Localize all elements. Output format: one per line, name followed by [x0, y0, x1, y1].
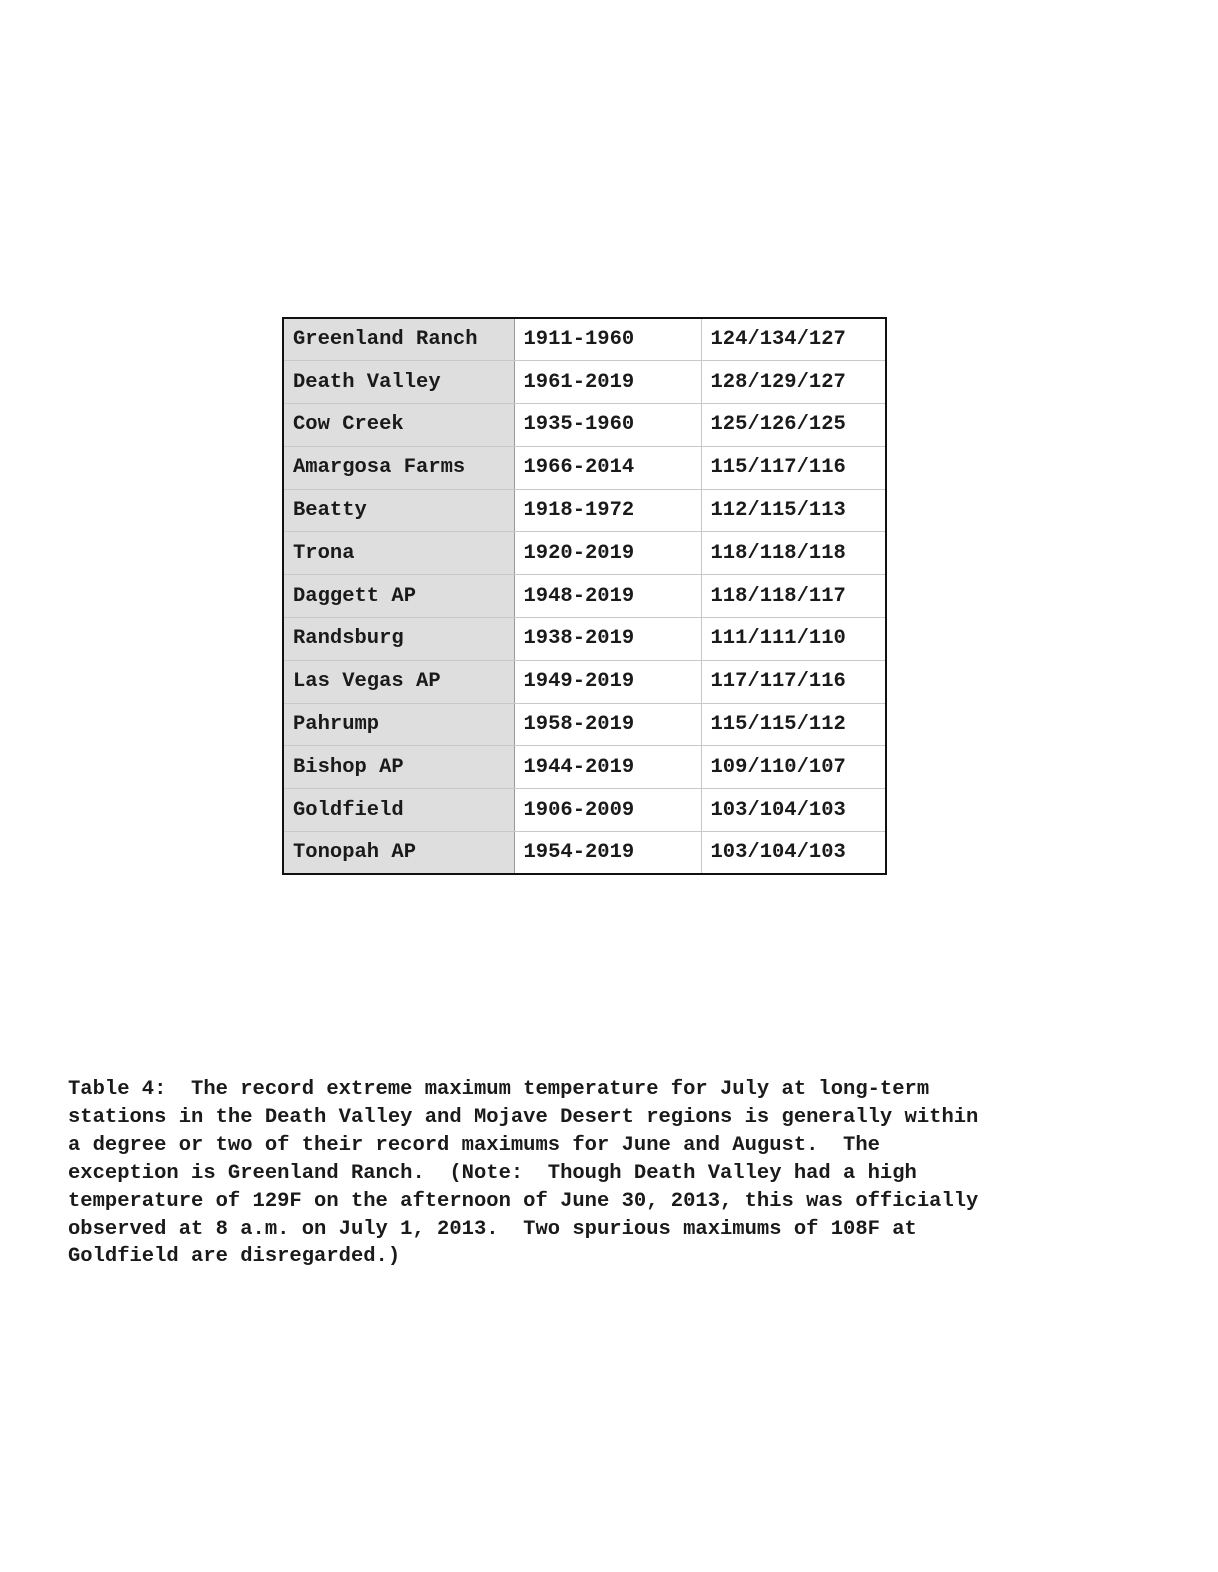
station-name-cell: Amargosa Farms [283, 446, 514, 489]
record-period-cell: 1949-2019 [514, 660, 701, 703]
station-name-cell: Death Valley [283, 361, 514, 404]
caption-line: a degree or two of their record maximums for June and August. The [68, 1133, 880, 1157]
station-records-table [282, 317, 887, 875]
table-row [283, 832, 886, 875]
station-name-cell: Cow Creek [283, 404, 514, 447]
record-period-cell: 1918-1972 [514, 489, 701, 532]
table-row [283, 660, 886, 703]
max-temps-cell: 103/104/103 [710, 841, 846, 865]
table-row [283, 446, 886, 489]
station-records-body [283, 318, 886, 874]
max-temps-cell: 103/104/103 [701, 789, 886, 832]
table-row [283, 318, 886, 361]
table-row [283, 575, 886, 618]
table-row [283, 404, 886, 447]
table-row [283, 746, 886, 789]
record-period-cell: 1961-2019 [514, 361, 701, 404]
station-name-cell: Bishop AP [283, 746, 514, 789]
record-period-cell: 1944-2019 [514, 746, 701, 789]
station-name-cell: Randsburg [283, 618, 514, 661]
station-name-cell: Las Vegas AP [283, 660, 514, 703]
station-name-cell: Daggett AP [283, 575, 514, 618]
table-caption [68, 1076, 1178, 1271]
station-name-cell: Tonopah AP [283, 832, 514, 875]
record-period-cell: 1966-2014 [514, 446, 701, 489]
max-temps-cell: 118/118/117 [701, 575, 886, 618]
max-temps-cell: 109/110/107 [701, 746, 886, 789]
record-period-cell: 1954-2019 [514, 832, 701, 875]
station-name-cell: Pahrump [283, 703, 514, 746]
caption-line: exception is Greenland Ranch. (Note: Though Death Valley had a high [68, 1161, 917, 1185]
max-temps-cell: 111/111/110 [701, 618, 886, 661]
max-temps-cell: 115/117/116 [701, 446, 886, 489]
table-row [283, 703, 886, 746]
caption-line: Table 4: The record extreme maximum temperature for July at long-term [68, 1078, 930, 1101]
station-name-cell: Trona [283, 532, 514, 575]
max-temps-cell: 124/134/127 [701, 318, 886, 361]
record-period-cell: 1948-2019 [514, 575, 701, 618]
record-period-cell: 1935-1960 [514, 404, 701, 447]
station-name-cell: Beatty [283, 489, 514, 532]
max-temps-cell: 112/115/113 [701, 489, 886, 532]
table-row [283, 361, 886, 404]
record-period-cell: 1920-2019 [514, 532, 701, 575]
table-row [283, 489, 886, 532]
table-row [283, 618, 886, 661]
record-period-cell: 1911-1960 [514, 318, 701, 361]
max-temps-cell: 128/129/127 [701, 361, 886, 404]
caption-line: temperature of 129F on the afternoon of June 30, 2013, this was officially [68, 1189, 979, 1213]
caption-line: observed at 8 a.m. on July 1, 2013. Two spurious maximums of 108F at [68, 1217, 917, 1241]
table-row [283, 532, 886, 575]
record-period-cell: 1906-2009 [514, 789, 701, 832]
max-temps-cell: 125/126/125 [701, 404, 886, 447]
record-period-cell: 1958-2019 [514, 703, 701, 746]
max-temps-cell: 118/118/118 [701, 532, 886, 575]
caption-line: stations in the Death Valley and Mojave Desert regions is generally within [68, 1105, 979, 1129]
table-row [283, 789, 886, 832]
record-period-cell: 1938-2019 [514, 618, 701, 661]
max-temps-cell: 115/115/112 [701, 703, 886, 746]
max-temps-cell: 117/117/116 [701, 660, 886, 703]
station-name-cell: Goldfield [283, 789, 514, 832]
station-name-cell: Greenland Ranch [283, 318, 514, 361]
caption-line: Goldfield are disregarded.) [68, 1245, 401, 1269]
